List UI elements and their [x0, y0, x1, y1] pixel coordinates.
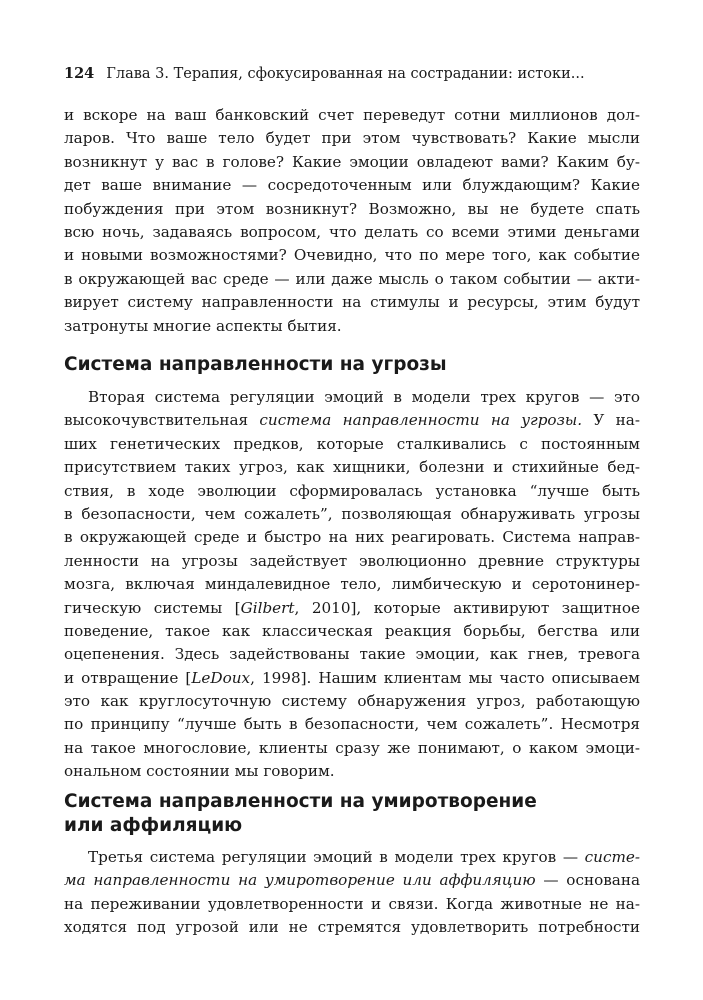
paragraph-2 — [64, 386, 640, 784]
text-line: ствия, в ходе эволюции сформировалась установка “лучше быть — [64, 481, 640, 500]
text-line: высокочувствительная система направленности на угрозы. У на- — [64, 411, 640, 430]
text-line: и новыми возможностями? Очевидно, что по мере того, как событие — [64, 246, 640, 265]
paragraph-1 — [64, 104, 640, 338]
text-line: в безопасности, чем сожалеть”, позволяющая обнаруживать угрозы — [64, 504, 640, 523]
section-heading-soothing-system — [64, 790, 640, 838]
text-line: ших генетических предков, которые сталкивались с постоянным — [64, 434, 640, 453]
text-line: возникнут у вас в голове? Какие эмоции овладеют вами? Каким бу- — [64, 152, 640, 171]
text-line: по принципу “лучше быть в безопасности, чем сожалеть”. Несмотря — [64, 715, 640, 734]
text-line: на такое многословие, клиенты сразу же понимают, о каком эмоци- — [64, 738, 640, 757]
paragraph-3 — [64, 846, 640, 940]
text-line: ленности на угрозы задействует эволюционно древние структуры — [64, 551, 640, 570]
text-line: Вторая система регуляции эмоций в модели трех кругов — это — [88, 388, 640, 406]
text-line: ма направленности на умиротворение или аффиляцию — основана — [64, 871, 640, 890]
text-line: ходятся под угрозой или не стремятся удовлетворить потребности — [64, 918, 640, 937]
italic-term: ма направленности на умиротворение или аффиляцию — [64, 871, 536, 890]
text-line: поведение, такое как классическая реакция борьбы, бегства или — [64, 621, 640, 640]
text-line: побуждения при этом возникнут? Возможно, вы не будете спать — [64, 199, 640, 218]
text-line: и вскоре на ваш банковский счет переведут сотни миллионов дол- — [64, 106, 640, 124]
text-line: дет ваше внимание — сосредоточенным или блуждающим? Какие — [64, 176, 640, 195]
text-line: гическую системы [Gilbert, 2010], которые активируют защитное — [64, 598, 640, 617]
italic-term: система направленности на угрозы. — [259, 411, 583, 430]
citation-author: LeDoux — [191, 668, 251, 687]
running-header — [64, 64, 640, 84]
text-line: в окружающей вас среде — или даже мысль о таком событии — акти- — [64, 269, 640, 288]
heading-line: Система направленности на умиротворение — [64, 791, 537, 812]
text-line: оцепенения. Здесь задействованы такие эмоции, как гнев, тревога — [64, 645, 640, 664]
heading-line: или аффиляцию — [64, 815, 243, 836]
chapter-title: Глава 3. Терапия, сфокусированная на сострадании: истоки... — [106, 66, 585, 82]
text-line: в окружающей среде и быстро на них реагировать. Система направ- — [64, 528, 640, 547]
text-line: это как круглосуточную систему обнаружения угроз, работающую — [64, 692, 640, 711]
text-line: присутствием таких угроз, как хищники, болезни и стихийные бед- — [64, 458, 640, 477]
section-heading-threat-system: Система направленности на угрозы — [64, 354, 447, 375]
text-line: Третья система регуляции эмоций в модели трех кругов — систе- — [88, 848, 640, 866]
text-line: всю ночь, задаваясь вопросом, что делать со всеми этими деньгами — [64, 222, 640, 241]
page-number: 124 — [64, 65, 95, 82]
text-line: мозга, включая миндалевидное тело, лимбическую и серотонинер- — [64, 575, 640, 594]
text-line: и отвращение [LeDoux, 1998]. Нашим клиентам мы часто описываем — [64, 668, 640, 687]
text-line: затронуты многие аспекты бытия. — [64, 316, 342, 335]
text-line: ональном состоянии мы говорим. — [64, 762, 335, 781]
italic-term: систе- — [584, 848, 640, 866]
text-line: ларов. Что ваше тело будет при этом чувствовать? Какие мысли — [64, 129, 640, 148]
text-line: вирует систему направленности на стимулы и ресурсы, этим будут — [64, 293, 640, 312]
text-line: на переживании удовлетворенности и связи. Когда животные не на- — [64, 894, 640, 913]
citation-author: Gilbert — [240, 598, 295, 617]
